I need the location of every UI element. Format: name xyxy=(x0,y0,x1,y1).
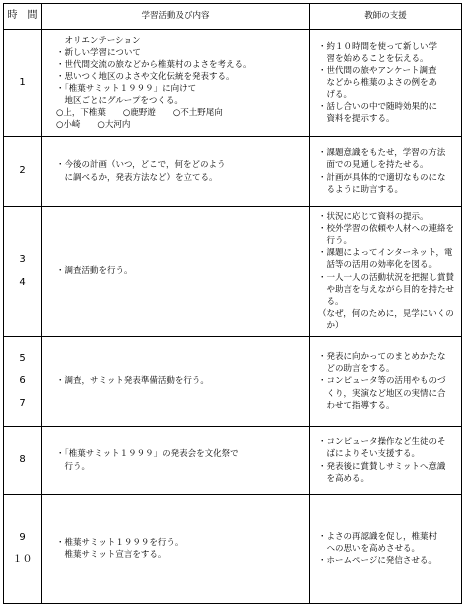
header-support: 教師の支援 xyxy=(310,4,462,30)
support-item: ・世代間の旅やアンケート調査 などから椎葉のよさの例をあ げる。 xyxy=(318,65,438,101)
support-item: ・コンピュータ等の活用やものづ くり，実演など地区の実情に合 わせて指導する。 xyxy=(318,376,446,411)
time-label: １０ xyxy=(12,554,33,565)
activity-cell xyxy=(42,30,310,137)
time-label: 5 xyxy=(19,353,26,365)
activity-text: オリエンテーション ・新しい学習について ・世代間交流の旅などから椎葉村のよさを考える。 ・思いつく地区のよさや文化伝統を発表する。 ・「椎葉サミット１９９９」に向けて 地区ごとにグループをつくる。 ○上，下椎葉 ○鹿野遊 ○不土野尾向 ○小崎 ○大河内 xyxy=(56,35,252,131)
support-item: ・ホームページに発信させる。 xyxy=(318,556,437,567)
time-label: 7 xyxy=(19,397,26,409)
activity-cell xyxy=(42,207,310,337)
activity-cell xyxy=(42,495,310,604)
time-label: 9 xyxy=(19,531,26,543)
table-row xyxy=(4,337,462,427)
activity-text: ・「椎葉サミット１９９９」の発表会を文化祭で 行う。 xyxy=(56,449,239,472)
support-item: ・話し合いの中で随時効果的に 資料を提示する。 xyxy=(318,102,438,125)
time-cell xyxy=(4,30,42,137)
header-row xyxy=(4,4,462,30)
time-cell xyxy=(4,495,42,604)
activity-text: ・今後の計画（いつ，どこで，何をどのよう に調べるか，発表方法など）を立てる。 xyxy=(56,160,226,183)
support-item: ・校外学習の依頼や人材への連絡を 行う。 xyxy=(318,224,455,247)
activity-cell xyxy=(42,427,310,495)
time-label: 1 xyxy=(19,76,26,88)
header-activity: 学習活動及び内容 xyxy=(42,4,310,30)
time-label: 8 xyxy=(19,454,26,466)
support-item: ・コンピュータ操作など生徒のそ ばによりそい支援する。 xyxy=(318,437,446,460)
activity-text: ・調査活動を行う。 xyxy=(56,266,133,277)
activity-text: ・椎葉サミット１９９９を行う。 椎葉サミット宣言をする。 xyxy=(56,537,184,560)
activity-cell xyxy=(42,137,310,207)
support-item: ・発表後に賞賛しサミットへ意識 を高める。 xyxy=(318,461,446,484)
support-cell xyxy=(310,337,462,427)
time-cell xyxy=(4,427,42,495)
support-item: ・一人一人の活動状況を把握し賞賛 や助言を与えながら目的を持たせ る。 （なぜ，何のために，見学にいくの か） xyxy=(318,272,455,331)
support-item: ・課題によってインターネット，電 話等の活用の効率化を図る。 xyxy=(318,248,453,271)
support-item: ・発表に向かってのまとめかたな どの助言をする。 xyxy=(318,352,446,375)
time-label: 2 xyxy=(19,165,26,177)
support-item: ・よさの再認識を促し，椎葉村 への思いを高めさせる。 xyxy=(318,531,438,554)
support-cell xyxy=(310,495,462,604)
lesson-plan-table xyxy=(3,3,462,604)
activity-text: ・調査，サミット発表準備活動を行う。 xyxy=(56,376,209,387)
table-row xyxy=(4,137,462,207)
time-label: 3 xyxy=(19,254,26,266)
time-cell xyxy=(4,337,42,427)
support-cell xyxy=(310,137,462,207)
support-item: ・状況に応じて資料の提示。 xyxy=(318,212,429,223)
time-cell xyxy=(4,137,42,207)
time-label: 4 xyxy=(19,276,26,288)
time-label: 6 xyxy=(19,375,26,387)
support-item: ・計画が具体的で適切なものにな るように助言する。 xyxy=(318,172,446,195)
support-cell xyxy=(310,427,462,495)
table-row xyxy=(4,495,462,604)
support-item: ・約１０時間を使って新しい学 習を始めることを伝える。 xyxy=(318,41,438,64)
time-cell xyxy=(4,207,42,337)
support-item: ・課題意識をもたせ，学習の方法 面での見通しを持たせる。 xyxy=(318,148,446,171)
support-cell xyxy=(310,30,462,137)
header-time: 時 間 xyxy=(4,4,42,30)
table-row xyxy=(4,427,462,495)
table-row xyxy=(4,207,462,337)
activity-cell xyxy=(42,337,310,427)
support-cell xyxy=(310,207,462,337)
table-row xyxy=(4,30,462,137)
